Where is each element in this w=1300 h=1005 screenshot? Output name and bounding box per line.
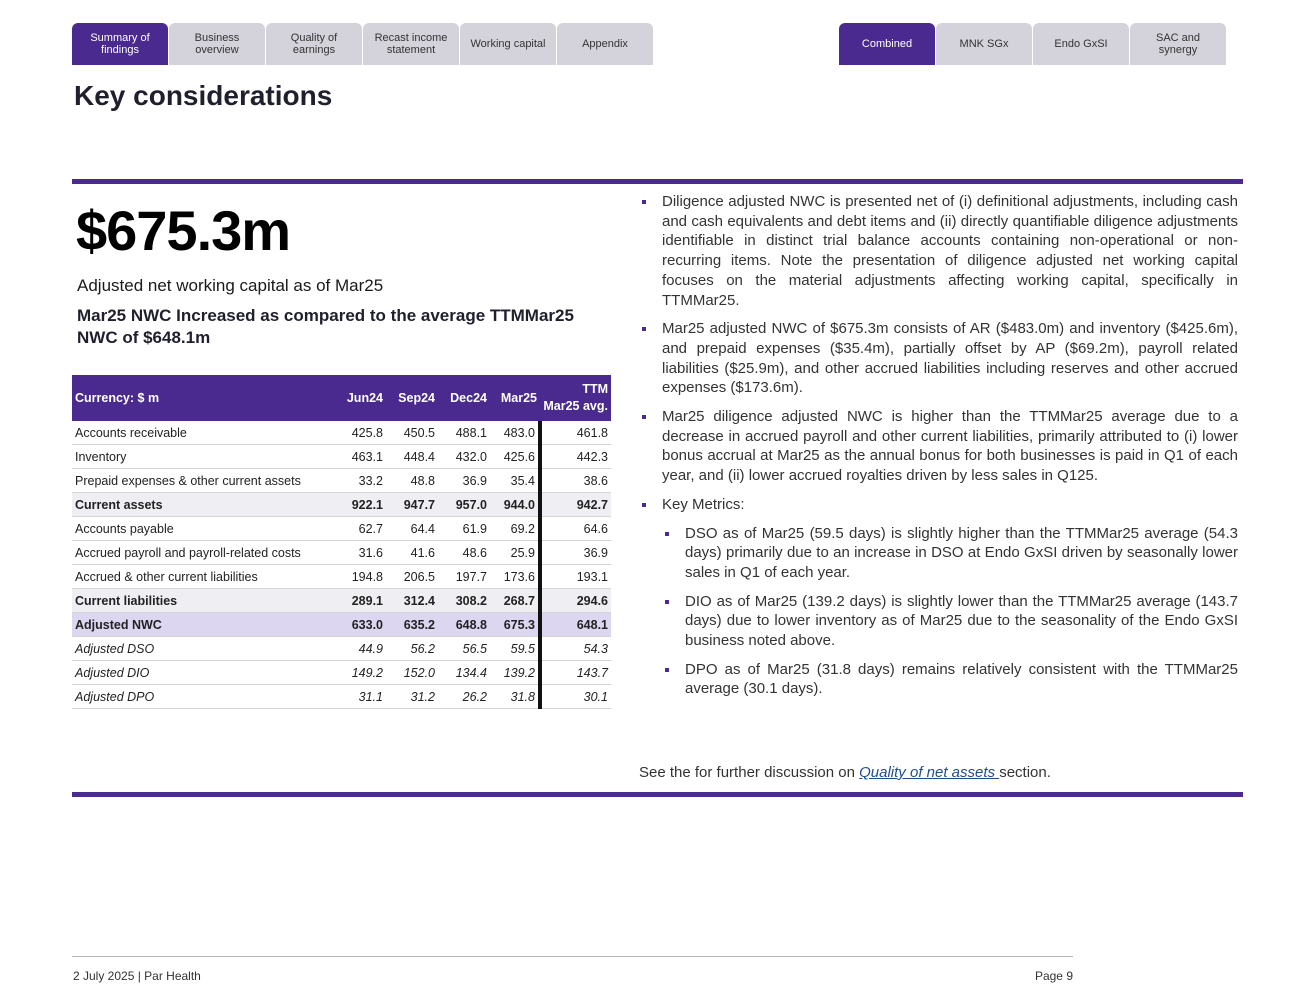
tab-sac-and-synergy[interactable]: SAC and synergy [1130,23,1226,65]
table-cell: 48.8 [386,469,438,493]
row-label: Adjusted DSO [72,637,334,661]
table-row-adjusted-nwc [72,613,611,637]
table-cell: 64.6 [540,517,611,541]
table-row [72,541,611,565]
bullet-text: Key Metrics: [662,495,745,513]
table-cell: 38.6 [540,469,611,493]
see-also-prefix: See the for further discussion on [639,764,860,781]
table-cell: 64.4 [386,517,438,541]
table-cell: 194.8 [334,565,386,589]
table-row [72,469,611,493]
bullet-square-icon [642,200,646,204]
tab-appendix[interactable]: Appendix [557,23,653,65]
footer-divider [72,956,1073,957]
tab-summary-of-findings[interactable]: Summary of findings [72,23,168,65]
table-cell: 942.7 [540,493,611,517]
see-also-note [639,764,1051,781]
table-cell: 193.1 [540,565,611,589]
table-cell: 633.0 [334,613,386,637]
tab-quality-of-earnings[interactable]: Quality of earnings [266,23,362,65]
row-label: Accounts receivable [72,421,334,445]
bullet-text: DSO as of Mar25 (59.5 days) is slightly higher than the TTMMar25 average (54.3 days) primarily due to an increase in DSO at Endo GxSI driven by seasonally lower sales in Q1 of each year. [685,524,1238,581]
row-label: Accrued & other current liabilities [72,565,334,589]
table-cell: 197.7 [438,565,490,589]
bullet-item [638,407,1238,486]
table-cell: 152.0 [386,661,438,685]
column-header: Jun24 [334,375,386,421]
table-cell: 173.6 [490,565,540,589]
table-cell: 26.2 [438,685,490,709]
row-label: Prepaid expenses & other current assets [72,469,334,493]
table-cell: 308.2 [438,589,490,613]
table-cell: 461.8 [540,421,611,445]
commentary [638,192,1238,708]
bullet-text: Mar25 diligence adjusted NWC is higher than the TTMMar25 average due to a decrease in accrued payroll and other current liabilities, primarily attributed to (i) lower bonus accrual at Mar25 as the annual bonus for both businesses is paid in Q1 of each year, and (ii) lower accrued royalties driven by less sales in Q125. [662,408,1238,485]
bullet-item [638,192,1238,310]
bullet-square-icon [665,532,669,536]
table-cell: 134.4 [438,661,490,685]
bullet-square-icon [642,415,646,419]
footer-date-company: 2 July 2025 | Par Health [73,969,201,983]
see-also-suffix: section. [999,764,1051,781]
table-cell: 48.6 [438,541,490,565]
table-cell: 62.7 [334,517,386,541]
table-cell: 143.7 [540,661,611,685]
table-cell: 31.1 [334,685,386,709]
table-cell: 44.9 [334,637,386,661]
row-label: Current assets [72,493,334,517]
table-header-row [72,375,611,421]
table-cell: 944.0 [490,493,540,517]
bottom-divider [72,792,1243,797]
table-cell: 635.2 [386,613,438,637]
row-label: Adjusted NWC [72,613,334,637]
table-cell: 488.1 [438,421,490,445]
table-cell: 139.2 [490,661,540,685]
row-label: Current liabilities [72,589,334,613]
table-cell: 268.7 [490,589,540,613]
headline-value: $675.3m [76,199,291,262]
table-cell: 648.1 [540,613,611,637]
tab-mnk-sgx[interactable]: MNK SGx [936,23,1032,65]
table-cell: 450.5 [386,421,438,445]
bullet-text: DPO as of Mar25 (31.8 days) remains relatively consistent with the TTMMar25 average (30.1 days). [685,660,1238,698]
table-cell: 206.5 [386,565,438,589]
sub-bullet-item [661,592,1238,651]
bullet-text: Diligence adjusted NWC is presented net of (i) definitional adjustments, including cash and cash equivalents and debt items and (ii) directly quantifiable diligence adjustments identifiable in distinct trial balance accounts containing non-operational or non-recurring items. Note the presentation of diligence adjusted net working capital focuses on the material adjustments affecting working capital, specifically in TTMMar25. [662,193,1238,309]
entity-tabs [839,23,1227,65]
table-cell: 294.6 [540,589,611,613]
page-number: Page 9 [1034,969,1073,983]
table-cell: 41.6 [386,541,438,565]
tab-business-overview[interactable]: Business overview [169,23,265,65]
table-cell: 922.1 [334,493,386,517]
column-header: Dec24 [438,375,490,421]
table-row-current-assets [72,493,611,517]
table-cell: 59.5 [490,637,540,661]
bullet-text: DIO as of Mar25 (139.2 days) is slightly lower than the TTMMar25 average (143.7 days) due to lower inventory as of Mar25 due to the seasonality of the Endo GxSI business noted above. [685,592,1238,650]
top-divider [72,179,1243,184]
table-cell: 33.2 [334,469,386,493]
table-cell: 149.2 [334,661,386,685]
column-header: TTM Mar25 avg. [540,375,611,421]
headline-subtitle: Adjusted net working capital as of Mar25 [77,276,384,295]
row-label: Adjusted DIO [72,661,334,685]
table-cell: 289.1 [334,589,386,613]
table-row [72,685,611,709]
table-cell: 36.9 [438,469,490,493]
row-label: Adjusted DPO [72,685,334,709]
table-row [72,661,611,685]
bullet-square-icon [642,503,646,507]
column-header: Mar25 [490,375,540,421]
table-cell: 648.8 [438,613,490,637]
bullet-text: Mar25 adjusted NWC of $675.3m consists of AR ($483.0m) and inventory ($425.6m), and prepaid expenses ($35.4m), partially offset by AP ($69.2m), payroll related liabilities ($25.9m), and other accrued liabilities including reserves and other accrued expenses ($173.6m). [662,320,1238,397]
nwc-table [72,375,611,709]
row-label: Inventory [72,445,334,469]
table-row [72,565,611,589]
bullet-square-icon [665,600,669,604]
row-label: Accounts payable [72,517,334,541]
table-cell: 675.3 [490,613,540,637]
table-cell: 425.6 [490,445,540,469]
table-cell: 30.1 [540,685,611,709]
column-header: Sep24 [386,375,438,421]
table-cell: 31.6 [334,541,386,565]
table-cell: 56.5 [438,637,490,661]
table-cell: 56.2 [386,637,438,661]
bullet-square-icon [642,327,646,331]
tab-combined[interactable]: Combined [839,23,935,65]
table-row [72,421,611,445]
sub-bullet-item [661,660,1238,699]
table-cell: 463.1 [334,445,386,469]
section-tabs [72,23,654,65]
table-cell: 448.4 [386,445,438,469]
table-row [72,637,611,661]
table-row [72,517,611,541]
bullet-item [638,319,1238,398]
table-cell: 425.8 [334,421,386,445]
quality-of-net-assets-link[interactable]: Quality of net assets [859,764,1000,781]
table-row-current-liabilities [72,589,611,613]
table-cell: 312.4 [386,589,438,613]
table-cell: 35.4 [490,469,540,493]
tab-working-capital[interactable]: Working capital [460,23,556,65]
table-cell: 31.2 [386,685,438,709]
bullet-square-icon [665,668,669,672]
table-cell: 31.8 [490,685,540,709]
sub-bullet-item [661,524,1238,583]
column-header: Currency: $ m [72,375,334,421]
table-row [72,445,611,469]
row-label: Accrued payroll and payroll-related costs [72,541,334,565]
bullet-item [638,495,1238,515]
table-cell: 61.9 [438,517,490,541]
table-cell: 36.9 [540,541,611,565]
tab-endo-gxsi[interactable]: Endo GxSI [1033,23,1129,65]
table-cell: 947.7 [386,493,438,517]
table-cell: 442.3 [540,445,611,469]
tab-recast-income-statement[interactable]: Recast income statement [363,23,459,65]
table-cell: 54.3 [540,637,611,661]
table-cell: 25.9 [490,541,540,565]
table-cell: 483.0 [490,421,540,445]
table-cell: 432.0 [438,445,490,469]
table-cell: 69.2 [490,517,540,541]
headline-comment: Mar25 NWC Increased as compared to the average TTMMar25 NWC of $648.1m [77,306,574,347]
table-cell: 957.0 [438,493,490,517]
page-title: Key considerations [74,80,333,111]
